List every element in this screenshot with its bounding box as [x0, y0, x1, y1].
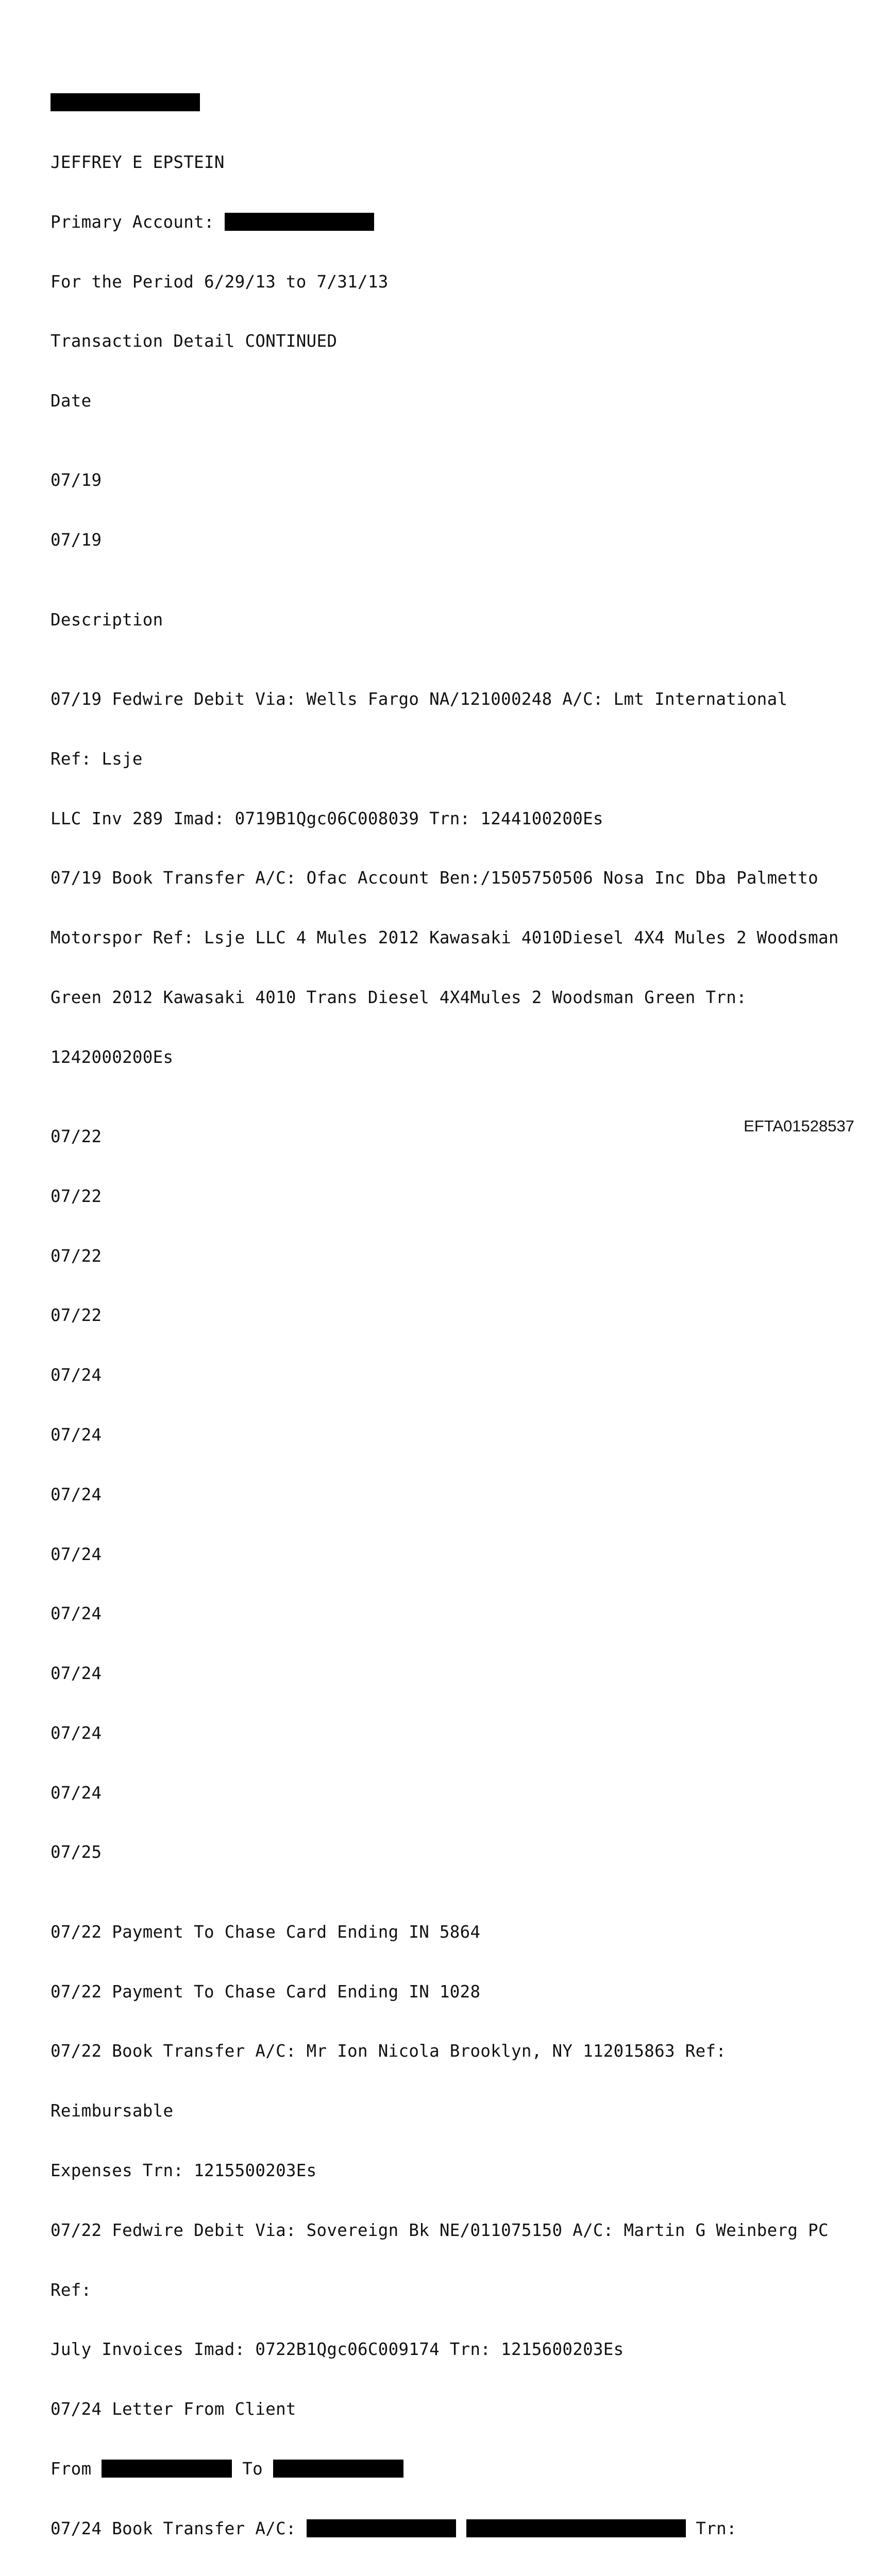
- date-column-header: Date: [50, 391, 92, 411]
- description-line: July Invoices Imad: 0722B1Qgc06C009174 Trn: 1215600203Es: [50, 2340, 624, 2360]
- account-holder-name: JEFFREY E EPSTEIN: [50, 152, 225, 172]
- primary-account-label: Primary Account:: [50, 212, 214, 232]
- document-id: EFTA01528537: [744, 1117, 854, 1135]
- date-cell: 07/24: [50, 1425, 102, 1445]
- description-line: Expenses Trn: 1215500203Es: [50, 2160, 317, 2180]
- line-text: To: [232, 2459, 273, 2479]
- redaction-bar: [50, 93, 200, 111]
- date-cell: 07/24: [50, 1484, 102, 1504]
- description-line: 07/24 Letter From Client: [50, 2399, 296, 2419]
- description-line: [50, 2459, 854, 2479]
- line-text: From: [50, 2459, 102, 2479]
- date-cell: 07/24: [50, 1723, 102, 1743]
- primary-account-line: [50, 212, 854, 232]
- date-cell: 07/22: [50, 1186, 102, 1206]
- description-line: Motorspor Ref: Lsje LLC 4 Mules 2012 Kawasaki 4010Diesel 4X4 Mules 2 Woodsman: [50, 928, 839, 948]
- date-cell: 07/24: [50, 1544, 102, 1564]
- redaction-bar: [102, 2460, 232, 2478]
- description-line: 07/22 Payment To Chase Card Ending IN 1028: [50, 1981, 481, 2002]
- date-cell: 07/24: [50, 1365, 102, 1385]
- line-text: 07/24 Book Transfer A/C:: [50, 2518, 307, 2538]
- redaction-bar: [225, 213, 374, 231]
- description-line: 07/22 Fedwire Debit Via: Sovereign Bk NE/011075150 A/C: Martin G Weinberg PC: [50, 2220, 829, 2240]
- description-line: Ref: Lsje: [50, 749, 143, 769]
- description-line: 07/19 Book Transfer A/C: Ofac Account Ben:/1505750506 Nosa Inc Dba Palmetto: [50, 868, 818, 888]
- date-cell: 07/22: [50, 1246, 102, 1266]
- date-cell: 07/22: [50, 1306, 102, 1326]
- description-column-header: Description: [50, 609, 163, 630]
- description-line: Ref:: [50, 2280, 92, 2300]
- redaction-bar: [307, 2519, 456, 2537]
- section-title: Transaction Detail CONTINUED: [50, 331, 338, 351]
- statement-period: For the Period 6/29/13 to 7/31/13: [50, 272, 389, 292]
- description-line: Reimbursable: [50, 2101, 174, 2121]
- redaction-bar: [273, 2460, 403, 2478]
- line-text: Trn:: [685, 2518, 737, 2538]
- description-line: Green 2012 Kawasaki 4010 Trans Diesel 4X4Mules 2 Woodsman Green Trn:: [50, 987, 747, 1007]
- date-cell: 07/19: [50, 530, 102, 550]
- description-line: 07/19 Fedwire Debit Via: Wells Fargo NA/121000248 A/C: Lmt International: [50, 689, 788, 709]
- description-line: 07/22 Book Transfer A/C: Mr Ion Nicola Brooklyn, NY 112015863 Ref:: [50, 2041, 727, 2061]
- description-line: [50, 2519, 854, 2539]
- redaction-bar: [466, 2519, 686, 2537]
- description-line: LLC Inv 289 Imad: 0719B1Qgc06C008039 Trn: 1244100200Es: [50, 808, 603, 828]
- date-cell: 07/19: [50, 470, 102, 490]
- statement-page: [50, 53, 854, 2576]
- date-cell: 07/24: [50, 1664, 102, 1684]
- date-cell: 07/22: [50, 1127, 102, 1147]
- date-cell: 07/24: [50, 1783, 102, 1803]
- redacted-line: [50, 93, 854, 113]
- description-line: 07/22 Payment To Chase Card Ending IN 5864: [50, 1922, 481, 1942]
- date-cell: 07/25: [50, 1842, 102, 1862]
- description-line: 1242000200Es: [50, 1047, 174, 1067]
- date-cell: 07/24: [50, 1604, 102, 1624]
